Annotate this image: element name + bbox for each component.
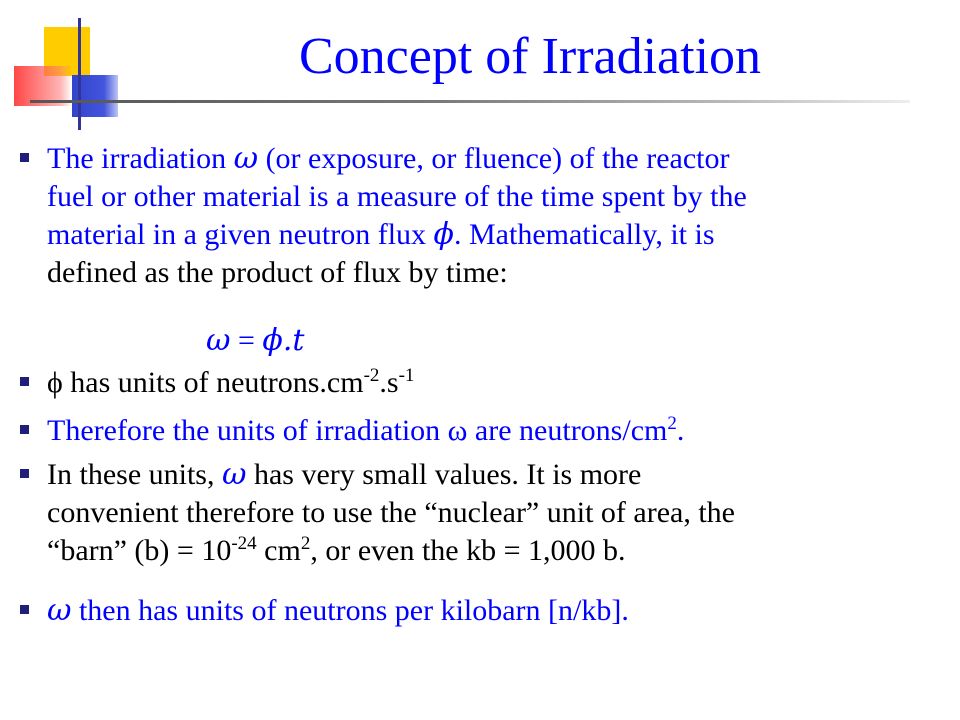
bullet-text: Therefore the units of irradiation ω are neutrons/$cm^2$. [47, 413, 685, 447]
bullet-marker [20, 469, 29, 478]
decorative-logo [0, 0, 140, 140]
bullet-text: ω then has units of neutrons per kilobarn [n/kb]. [47, 593, 629, 628]
bullet-irradiation-units [20, 412, 940, 450]
bullet-irradiation-definition [20, 140, 940, 292]
bullet-flux-units [20, 364, 940, 402]
title-underline [30, 100, 910, 103]
bullet-marker [20, 153, 29, 162]
bullet-text: The irradiation ω (or exposure, or fluence) of the reactor fuel or other material is a measure of the time spent by the material in a given neutron flux ϕ. Mathematically, it is defined as the product of flux by time: [47, 141, 747, 289]
bullet-text: In these units, ω has very small values. It is more convenient therefore to use the “nuclear” unit of area, the “barn” $(b) = 10^{-24}$ $cm^2$, or even the kb = 1,000 b. [47, 457, 735, 567]
bullet-marker [20, 605, 29, 614]
bullet-text: ϕ has units of $neutrons.cm^{-2}.s^{-1}$ [47, 365, 415, 399]
slide-title: Concept of Irradiation [298, 28, 762, 85]
formula-irradiation: ω = ϕ.t [206, 323, 305, 358]
bullet-marker [20, 377, 29, 386]
bullet-marker [20, 425, 29, 434]
bullet-barn-unit [20, 456, 940, 570]
vertical-rule-decoration [78, 18, 81, 130]
bullet-kilobarn-units [20, 592, 940, 630]
